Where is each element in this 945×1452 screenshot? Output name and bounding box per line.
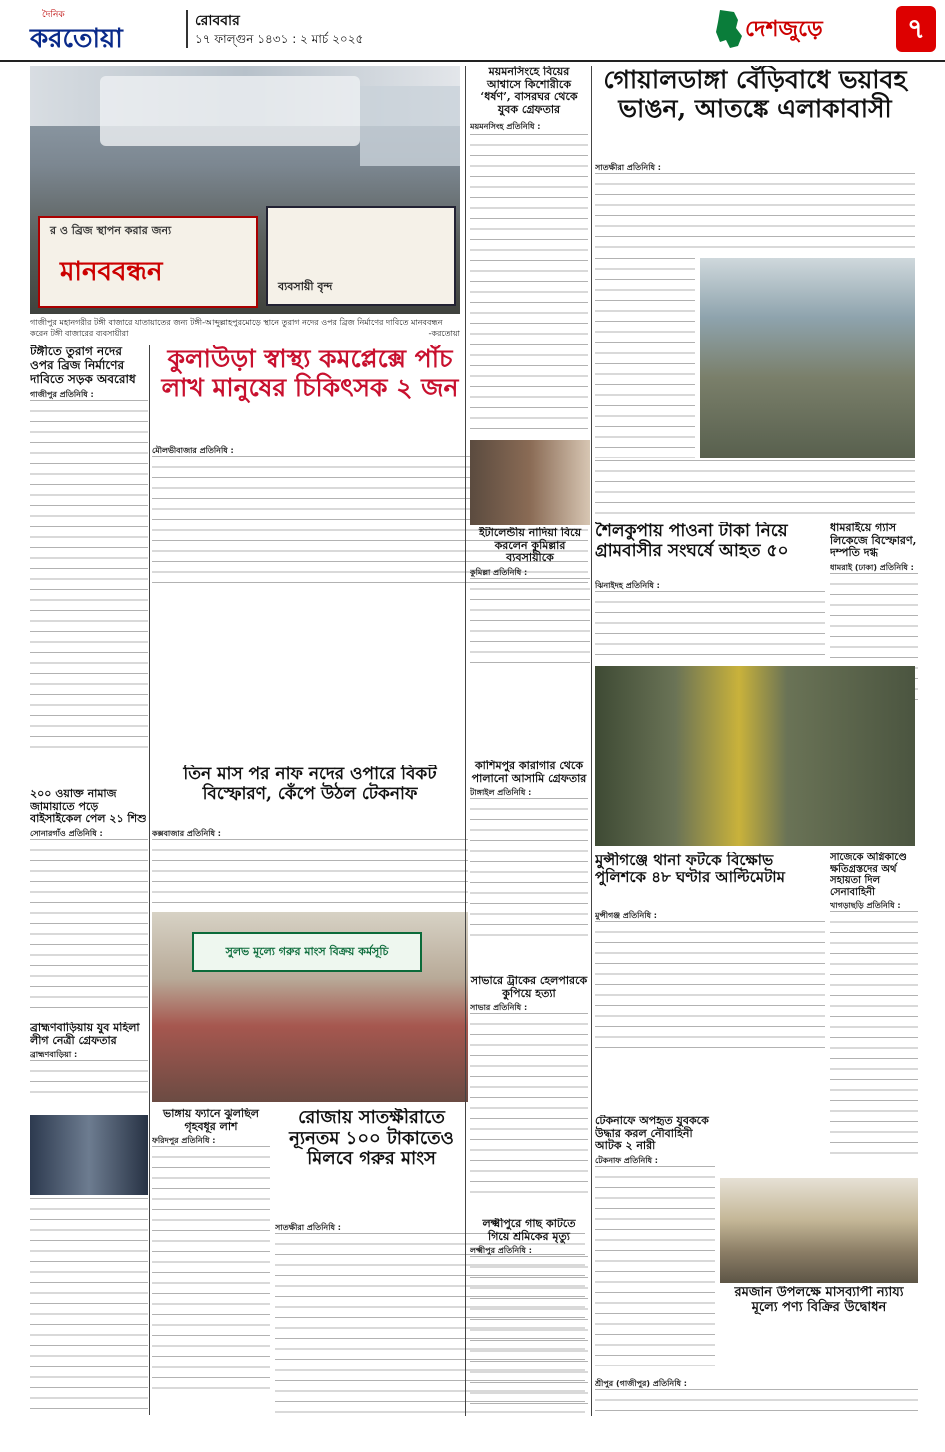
photo-caption-text: গাজীপুর মহানগরীর টঙ্গী বাজারে যাতায়াতের জন্য টঙ্গী-আব্দুল্লাহপুরমোড়ে স্থানে তুরাগ নদের ওপর ব্রিজ নির্মাণের দাবিতে মানববন্ধন করেন টঙ্গী বাজারের ব্যবসায়ীরা (30, 318, 443, 338)
section-label: দেশজুড়ে (745, 17, 823, 42)
dateline-italy: কুমিল্লা প্রতিনিধি : (470, 567, 528, 577)
river-erosion-photo (700, 258, 915, 458)
bangladesh-map-icon (712, 8, 744, 50)
story-body-lines (152, 839, 468, 909)
banner-sub: র ও ব্রিজ স্থাপন করার জন্য (50, 224, 172, 237)
dateline-mymensingh: ময়মনসিংহ প্রতিনিধি : (470, 121, 541, 131)
dateline-kashimpur: টাঙ্গাইল প্রতিনিধি : (470, 788, 532, 798)
story-munshiganj (595, 852, 825, 908)
story-italy (470, 527, 590, 667)
masthead-day: রোববার (195, 13, 240, 29)
story-kulaura (152, 345, 468, 445)
story-body-lines (595, 1389, 918, 1419)
headline-teknaf: তিন মাস পর নাফ নদের ওপারে বিকট বিস্ফোরণ, কেঁপে উঠল টেকনাফ (183, 765, 437, 804)
headline-shoilkupa: শৈলকুপায় পাওনা টাকা নিয়ে গ্রামবাসীর সংঘর্ষে আহত ৫০ (595, 522, 789, 561)
story-tongi (30, 345, 148, 785)
protest-photo (30, 66, 460, 314)
story-brahmanbaria (30, 1022, 148, 1112)
photo-caption (30, 317, 460, 341)
column-rule (465, 66, 466, 1416)
dateline-satkhira: সাতক্ষীরা প্রতিনিধি : (275, 1223, 341, 1232)
story-lakshmipur (470, 1218, 588, 1418)
story-body-lines (470, 1256, 588, 1406)
dateline-shoilkupa: ঝিনাইদহ প্রতিনিধি : (595, 581, 660, 590)
story-body-lines (470, 578, 590, 667)
column-rule (149, 345, 150, 1415)
story-waz (30, 788, 148, 1018)
dateline-munshiganj: মুন্সীগঞ্জ প্রতিনিধি : (595, 911, 657, 920)
story-body-lines (595, 173, 915, 253)
dateline-sajek: খাগড়াছড়ি প্রতিনিধি : (830, 901, 901, 910)
masthead-date: ১৭ ফাল্গুন ১৪৩১ : ২ মার্চ ২০২৫ (195, 32, 364, 46)
story-body-lines (30, 400, 148, 750)
goaldanga-left-body (595, 258, 695, 458)
headline-kulaura: কুলাউড়া স্বাস্থ্য কমপ্লেক্সে পাঁচ লাখ মানুষের চিকিৎসক ২ জন (161, 345, 459, 402)
story-body-lines (30, 1060, 148, 1100)
arrest-photo (30, 1115, 148, 1195)
headline-ramadan: রমজান উপলক্ষে মাসব্যাপী ন্যায্য মূল্যে পণ্য বিক্রির উদ্বোধন (734, 1286, 904, 1315)
headline-waz: ২০০ ওয়াক্ত নামাজ জামায়াতে পড়ে বাইসাইকেল পেল ২১ শিশু (30, 788, 147, 826)
story-teknaf2 (595, 1115, 715, 1375)
page-number: ৭ (896, 6, 936, 52)
headline-brahmanbaria: ব্রাহ্মণবাড়িয়ায় যুব মহিলা লীগ নেত্রী গ্রেফতার (30, 1022, 140, 1047)
story-body-lines (470, 798, 588, 938)
masthead (0, 0, 945, 62)
couple-photo (470, 440, 590, 525)
story-body-lines (470, 134, 588, 434)
protest-banner-2 (266, 206, 456, 306)
story-mymensingh (470, 66, 588, 436)
teknaf-body (152, 828, 468, 910)
story-savar (470, 975, 588, 1215)
headline-teknaf2: টেকনাফে অপহৃত যুবককে উদ্ধার করল নৌবাহিনী আটক ২ নারী (595, 1115, 709, 1153)
banner-main: মানববন্ধন (60, 257, 163, 287)
story-body-lines (595, 921, 825, 1056)
dateline-lakshmipur: লক্ষ্মীপুর প্রতিনিধি : (470, 1246, 532, 1256)
newspaper-title: করতোয়া (30, 24, 123, 54)
masthead-small: দৈনিক (42, 10, 65, 20)
goaldanga-lower (595, 460, 915, 520)
dateline-teknaf2: টেকনাফ প্রতিনিধি : (595, 1155, 659, 1165)
ramadan-body (595, 1378, 918, 1422)
headline-kashimpur: কাশিমপুর কারাগার থেকে পালানো আসামি গ্রেফতার (471, 760, 587, 785)
story-bhanga (152, 1108, 270, 1418)
headline-lakshmipur: লক্ষ্মীপুরে গাছ কাটতে গিয়ে শ্রমিকের মৃত্যু (482, 1218, 576, 1243)
story-body-lines (30, 1198, 148, 1413)
story-body-lines (595, 1166, 715, 1366)
photo-credit: -করতোয়া (428, 329, 460, 338)
headline-sajek: সাজেকে অগ্নিকাণ্ডে ক্ষতিগ্রস্তদের অর্থ সহায়তা দিল সেনাবাহিনী (830, 852, 907, 898)
protest-banner (38, 216, 258, 308)
story-ramadan (720, 1286, 918, 1346)
meat-sale-photo (152, 912, 468, 1102)
story-body-lines (595, 460, 915, 520)
dateline-ramadan: শ্রীপুর (গাজীপুর) প্রতিনিধি : (595, 1379, 687, 1388)
headline-munshiganj: মুন্সীগঞ্জে থানা ফটকে বিক্ষোভ পুলিশকে ৪৮ ঘণ্টার আল্টিমেটাম (595, 852, 785, 887)
army-handover-photo (595, 666, 915, 846)
headline-tongi: টঙ্গীতে তুরাগ নদের ওপর ব্রিজ নির্মাণের দাবিতে সড়ক অবরোধ (30, 345, 136, 386)
meat-sale-banner (192, 932, 422, 972)
munshiganj-body (595, 910, 825, 1060)
headline-goaldanga: গোয়ালডাঙ্গা বেঁড়িবাধে ভয়াবহ ভাঙন, আতঙ্কে এলাকাবাসী (603, 66, 907, 123)
dateline-goaldanga: সাতক্ষীরা প্রতিনিধি : (595, 163, 661, 172)
dateline-waz: সোনারগাঁও প্রতিনিধি : (30, 828, 103, 838)
ramadan-fair-photo (720, 1178, 918, 1283)
masthead-divider (186, 10, 188, 48)
brahmanbaria-body (30, 1198, 148, 1418)
story-body-lines (830, 911, 918, 1161)
dateline-bhanga: ফরিদপুর প্রতিনিধি : (152, 1136, 216, 1146)
story-body-lines (470, 1013, 588, 1193)
story-goaldanga (595, 66, 915, 160)
goaldanga-body (595, 162, 915, 256)
headline-bhanga: ভাঙ্গায় ফ্যানে ঝুলছিল গৃহবধূর লাশ (163, 1108, 259, 1133)
banner-org: ব্যবসায়ী বৃন্দ (278, 280, 333, 293)
dateline-kulaura: মৌলভীবাজার প্রতিনিধি : (152, 446, 234, 455)
story-body-lines (30, 839, 148, 1009)
story-body-lines (595, 258, 695, 458)
dateline-teknaf: কক্সবাজার প্রতিনিধি : (152, 829, 221, 838)
story-body-lines (152, 1146, 270, 1396)
headline-mymensingh: ময়মনসিংহে বিয়ের আশ্বাসে কিশোরীকে ‘ধর্ষণ’, বাসরঘর থেকে যুবক গ্রেফতার (480, 66, 578, 116)
story-shoilkupa (595, 522, 825, 580)
headline-italy: ইটালেন্ডীয় নাদিয়া বিয়ে করলেন কুমিল্লার ব্যবসায়ীকে (478, 527, 582, 565)
dateline-tongi: গাজীপুর প্রতিনিধি : (30, 390, 94, 400)
dateline-brahmanbaria: ব্রাহ্মণবাড়িয়া : (30, 1050, 78, 1060)
dateline-dhamrai: ধামরাই (ঢাকা) প্রতিনিধি : (830, 562, 914, 572)
dateline-savar: সাভার প্রতিনিধি : (470, 1003, 528, 1013)
shoilkupa-body (595, 580, 825, 660)
headline-savar: সাভারে ট্রাকের হেলপারকে কুপিয়ে হত্যা (470, 975, 588, 1000)
headline-dhamrai: ধামরাইয়ে গ্যাস লিকেজে বিস্ফোরণ, দম্পতি দগ্ধ (830, 522, 917, 560)
story-sajek (830, 852, 918, 1172)
story-body-lines (595, 591, 825, 659)
story-kashimpur (470, 760, 588, 970)
meat-sale-banner-text: সুলভ মূল্যে গরুর মাংস বিক্রয় কর্মসূচি (225, 945, 389, 958)
story-teknaf (152, 765, 468, 825)
story-satkhira (275, 1108, 468, 1218)
headline-satkhira: রোজায় সাতক্ষীরাতে ন্যূনতম ১০০ টাকাতেও মিলবে গরুর মাংস (289, 1108, 454, 1170)
column-rule (591, 66, 592, 1416)
